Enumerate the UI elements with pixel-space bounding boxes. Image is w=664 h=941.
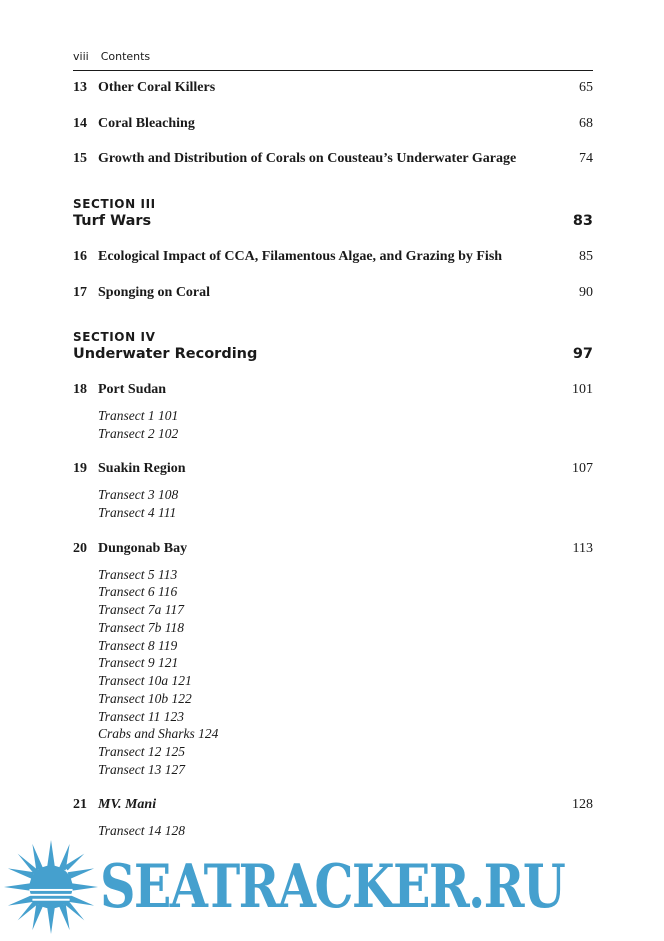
chapter-number: 21 bbox=[73, 797, 87, 812]
subentry[interactable]: Transect 2 102 bbox=[98, 426, 179, 441]
subentry[interactable]: Transect 12 125 bbox=[98, 744, 186, 759]
section-title: Underwater Recording bbox=[73, 346, 258, 362]
toc-entry-14[interactable] bbox=[73, 116, 593, 132]
page-ref: 113 bbox=[572, 541, 593, 556]
watermark bbox=[0, 838, 664, 941]
header-rule bbox=[73, 70, 593, 71]
page-ref: 83 bbox=[572, 213, 593, 229]
sun-icon bbox=[2, 838, 100, 936]
chapter-number: 18 bbox=[73, 382, 87, 397]
page-ref: 65 bbox=[579, 80, 593, 95]
subentry[interactable]: Transect 5 113 bbox=[98, 567, 178, 582]
toc-entry-18[interactable] bbox=[73, 382, 593, 398]
subentry[interactable]: Transect 7a 117 bbox=[98, 602, 185, 617]
chapter-number: 14 bbox=[73, 116, 87, 131]
chapter-number: 15 bbox=[73, 151, 87, 166]
chapter-title: Other Coral Killers bbox=[98, 80, 216, 95]
page-ref: 90 bbox=[579, 285, 593, 300]
chapter-title: Port Sudan bbox=[98, 382, 167, 397]
chapter-number: 17 bbox=[73, 285, 87, 300]
section-label-3: SECTION III bbox=[73, 197, 156, 211]
subentry[interactable]: Crabs and Sharks 124 bbox=[98, 726, 219, 741]
chapter-number: 20 bbox=[73, 541, 87, 556]
subentry[interactable]: Transect 9 121 bbox=[98, 655, 179, 670]
chapter-number: 16 bbox=[73, 249, 87, 264]
chapter-title: Ecological Impact of CCA, Filamentous Algae, and Grazing by Fish bbox=[98, 249, 503, 264]
subentry[interactable]: Transect 10a 121 bbox=[98, 673, 192, 688]
toc-entry-16[interactable] bbox=[73, 249, 593, 265]
chapter-number: 19 bbox=[73, 461, 87, 476]
toc-entry-13[interactable] bbox=[73, 80, 593, 96]
toc-entry-17[interactable] bbox=[73, 285, 593, 301]
subentry[interactable]: Transect 13 127 bbox=[98, 762, 186, 777]
subentry[interactable]: Transect 3 108 bbox=[98, 487, 179, 502]
subentry[interactable]: Transect 14 128 bbox=[98, 823, 186, 838]
toc-entry-19[interactable] bbox=[73, 461, 593, 477]
subentry[interactable]: Transect 4 111 bbox=[98, 505, 177, 520]
page-ref: 97 bbox=[572, 346, 593, 362]
chapter-title: Dungonab Bay bbox=[98, 541, 188, 556]
subentry[interactable]: Transect 1 101 bbox=[98, 408, 179, 423]
header-title: Contents bbox=[100, 50, 151, 63]
chapter-title: Sponging on Coral bbox=[98, 285, 211, 300]
toc-entry-20[interactable] bbox=[73, 541, 593, 557]
chapter-title: Growth and Distribution of Corals on Cousteau’s Underwater Garage bbox=[98, 151, 517, 166]
section-heading-3[interactable] bbox=[73, 213, 593, 229]
subentry[interactable]: Transect 11 123 bbox=[98, 709, 185, 724]
page-ref: 128 bbox=[572, 797, 593, 812]
page-ref: 74 bbox=[579, 151, 593, 166]
watermark-text: SEATRACKER.RU bbox=[100, 852, 565, 922]
running-header bbox=[73, 50, 593, 63]
chapter-title: MV. Mani bbox=[98, 797, 157, 812]
subentry[interactable]: Transect 6 116 bbox=[98, 584, 178, 599]
page-ref: 68 bbox=[579, 116, 593, 131]
section-label-4: SECTION IV bbox=[73, 330, 156, 344]
page-ref: 107 bbox=[572, 461, 593, 476]
chapter-title: Suakin Region bbox=[98, 461, 186, 476]
subentry[interactable]: Transect 7b 118 bbox=[98, 620, 185, 635]
subentry[interactable]: Transect 8 119 bbox=[98, 638, 178, 653]
chapter-number: 13 bbox=[73, 80, 87, 95]
page-ref: 101 bbox=[572, 382, 593, 397]
page-number: viii bbox=[73, 50, 89, 63]
section-title: Turf Wars bbox=[73, 213, 152, 229]
chapter-title: Coral Bleaching bbox=[98, 116, 195, 131]
toc-entry-21[interactable] bbox=[73, 797, 593, 813]
section-heading-4[interactable] bbox=[73, 346, 593, 362]
subentry[interactable]: Transect 10b 122 bbox=[98, 691, 192, 706]
page-ref: 85 bbox=[579, 249, 593, 264]
toc-entry-15[interactable] bbox=[73, 151, 593, 167]
